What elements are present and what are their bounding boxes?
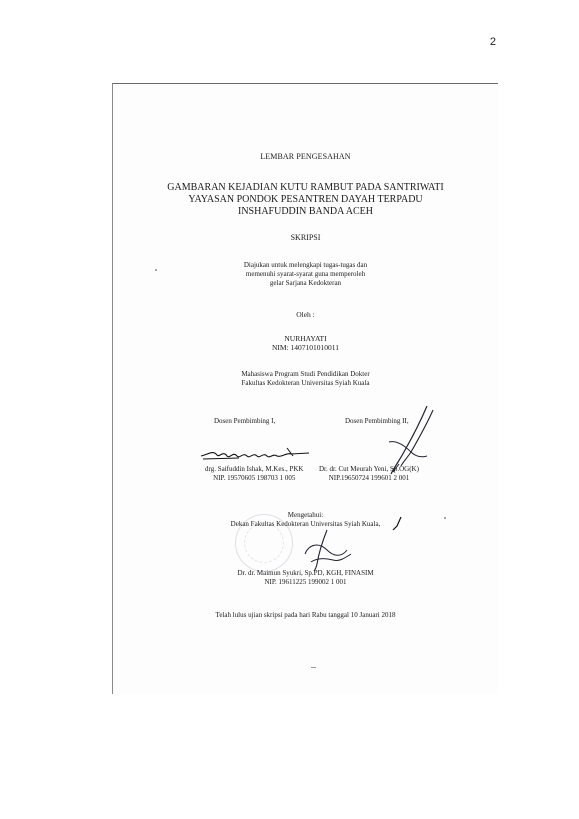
purpose-line: Diajukan untuk melengkapi tugas-tugas dan <box>243 261 368 269</box>
supervisor-1-nip: NIP. 19570605 198703 1 005 <box>213 474 296 482</box>
dean-title: Dekan Fakultas Kedokteran Universitas Syiah Kuala, <box>230 520 381 528</box>
dean-name: Dr. dr. Maimun Syukri, Sp.PD, KGH, FINASIM <box>237 569 374 577</box>
supervisor-2-name: Dr. dr. Cut Meurah Yeni, Sp.OG(K) <box>319 465 419 473</box>
document-type: SKRIPSI <box>290 233 321 242</box>
scan-speck <box>155 269 157 271</box>
purpose-line: memenuhi syarat-syarat guna memperoleh <box>245 270 366 278</box>
supervisor-2-nip: NIP.19650724 199601 2 001 <box>328 474 410 482</box>
dean-nip: NIP. 19611225 199002 1 001 <box>264 578 347 586</box>
thesis-title-line: INSHAFUDDIN BANDA ACEH <box>237 206 373 217</box>
dean-title-mark <box>391 514 407 532</box>
page-number: 2 <box>489 36 496 48</box>
scanned-approval-sheet <box>112 83 498 694</box>
supervisor-1-name: drg. Saifuddin Ishak, M.Kes., PKK <box>205 465 304 473</box>
dean-info <box>113 569 498 587</box>
author-nim: NIM: 1407101010011 <box>271 343 339 352</box>
acknowledged-label: Mengetahui: <box>287 511 324 519</box>
purpose-line: gelar Sarjana Kedokteran <box>269 279 342 287</box>
author-name: NURHAYATI <box>284 334 327 343</box>
scan-speck <box>444 517 446 519</box>
author-affiliation <box>113 370 498 388</box>
purpose-statement <box>113 261 498 288</box>
affiliation-line: Mahasiswa Program Studi Pendidikan Dokter <box>241 370 370 378</box>
acknowledgement-block <box>113 511 498 529</box>
supervisor-1-info <box>205 465 303 483</box>
supervisor-2-info <box>319 465 419 483</box>
scan-artifact-dash <box>311 667 316 668</box>
thesis-title <box>113 182 498 218</box>
supervisor-1-signature <box>199 444 311 464</box>
passed-statement: Telah lulus ujian skripsi pada hari Rabu tanggal 10 Januari 2018 <box>215 611 396 619</box>
thesis-title-line: GAMBARAN KEJADIAN KUTU RAMBUT PADA SANTRIWATI <box>167 182 444 193</box>
author-block <box>113 334 498 352</box>
dean-signature <box>297 528 357 572</box>
approval-heading: LEMBAR PENGESAHAN <box>260 152 351 161</box>
thesis-title-line: YAYASAN PONDOK PESANTREN DAYAH TERPADU <box>188 194 423 205</box>
supervisor-2-role: Dosen Pembimbing II, <box>345 417 409 425</box>
by-label: Oleh : <box>296 310 315 319</box>
affiliation-line: Fakultas Kedokteran Universitas Syiah Kuala <box>241 379 370 387</box>
supervisor-1-role: Dosen Pembimbing I, <box>214 417 276 425</box>
